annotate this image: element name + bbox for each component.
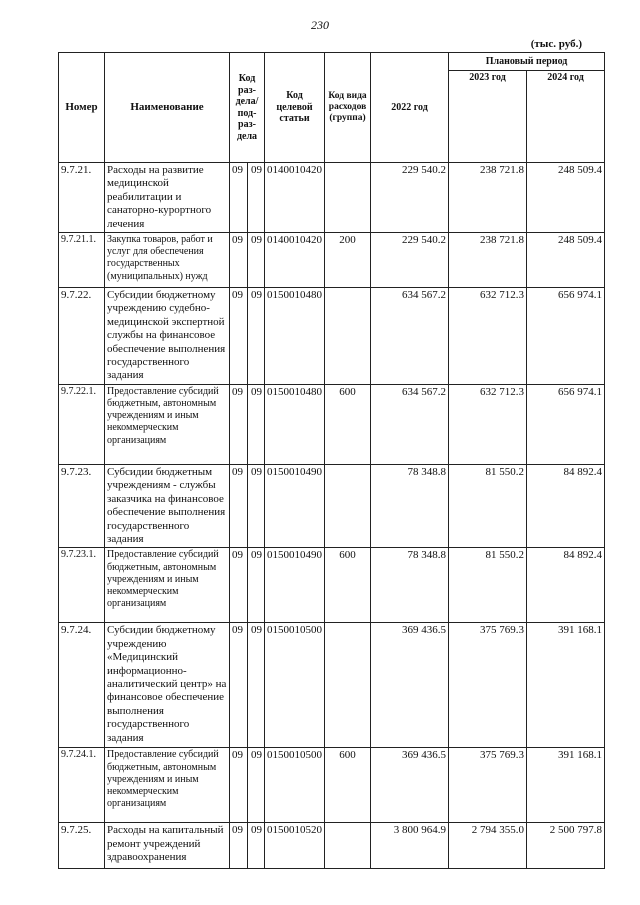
row-code: 9.7.24. [59, 623, 105, 748]
row-amount-2024: 656 974.1 [527, 288, 605, 385]
row-name: Предоставление субсидий бюджетным, автономным учреждениям и иным некоммерческим организациям [105, 748, 230, 823]
row-target-code: 0150010500 [265, 748, 325, 823]
row-amount-2024: 391 168.1 [527, 623, 605, 748]
table-row [59, 233, 605, 288]
row-amount-2023: 238 721.8 [449, 233, 527, 288]
header-planned-period: Плановый период [449, 53, 605, 71]
row-subsection: 09 [248, 464, 265, 547]
table-row [59, 384, 605, 464]
row-amount-2023: 375 769.3 [449, 748, 527, 823]
row-code: 9.7.22. [59, 288, 105, 385]
row-section: 09 [230, 823, 248, 869]
row-subsection: 09 [248, 623, 265, 748]
row-amount-2023: 632 712.3 [449, 288, 527, 385]
row-amount-2022: 634 567.2 [371, 384, 449, 464]
row-section: 09 [230, 163, 248, 233]
row-amount-2022: 634 567.2 [371, 288, 449, 385]
header-year-2022: 2022 год [371, 53, 449, 163]
row-subsection: 09 [248, 233, 265, 288]
row-amount-2022: 229 540.2 [371, 233, 449, 288]
row-expense-type: 200 [325, 233, 371, 288]
row-section: 09 [230, 288, 248, 385]
row-section: 09 [230, 464, 248, 547]
header-year-2023: 2023 год [449, 71, 527, 163]
row-section: 09 [230, 623, 248, 748]
row-amount-2024: 84 892.4 [527, 464, 605, 547]
row-amount-2022: 229 540.2 [371, 163, 449, 233]
row-expense-type: 600 [325, 384, 371, 464]
row-amount-2022: 369 436.5 [371, 623, 449, 748]
row-expense-type [325, 288, 371, 385]
row-amount-2024: 656 974.1 [527, 384, 605, 464]
table-row [59, 623, 605, 748]
table-row [59, 823, 605, 869]
row-name: Предоставление субсидий бюджетным, автономным учреждениям и иным некоммерческим организациям [105, 548, 230, 623]
row-name: Закупка товаров, работ и услуг для обеспечения государственных (муниципальных) нужд [105, 233, 230, 288]
row-name: Субсидии бюджетным учреждениям - службы заказчика на финансовое обеспечение выполнения государственного задания [105, 464, 230, 547]
row-name: Расходы на развитие медицинской реабилитации и санаторно-курортного лечения [105, 163, 230, 233]
header-target-code: Код целевой статьи [265, 53, 325, 163]
row-amount-2023: 2 794 355.0 [449, 823, 527, 869]
page-number: 230 [311, 18, 329, 32]
row-name: Предоставление субсидий бюджетным, автономным учреждениям и иным некоммерческим организациям [105, 384, 230, 464]
row-target-code: 0140010420 [265, 163, 325, 233]
row-expense-type: 600 [325, 548, 371, 623]
budget-table [58, 52, 605, 869]
row-subsection: 09 [248, 748, 265, 823]
row-amount-2023: 238 721.8 [449, 163, 527, 233]
row-amount-2022: 78 348.8 [371, 464, 449, 547]
row-target-code: 0150010480 [265, 288, 325, 385]
row-section: 09 [230, 748, 248, 823]
row-target-code: 0150010500 [265, 623, 325, 748]
row-subsection: 09 [248, 384, 265, 464]
row-amount-2024: 84 892.4 [527, 548, 605, 623]
row-expense-type [325, 823, 371, 869]
row-code: 9.7.23. [59, 464, 105, 547]
row-target-code: 0150010520 [265, 823, 325, 869]
unit-label: (тыс. руб.) [530, 38, 582, 50]
row-subsection: 09 [248, 163, 265, 233]
row-subsection: 09 [248, 548, 265, 623]
row-target-code: 0150010480 [265, 384, 325, 464]
row-amount-2023: 81 550.2 [449, 464, 527, 547]
row-code: 9.7.22.1. [59, 384, 105, 464]
row-amount-2023: 632 712.3 [449, 384, 527, 464]
row-code: 9.7.21.1. [59, 233, 105, 288]
table-row [59, 548, 605, 623]
row-code: 9.7.23.1. [59, 548, 105, 623]
table-row [59, 464, 605, 547]
row-code: 9.7.25. [59, 823, 105, 869]
row-section: 09 [230, 384, 248, 464]
row-amount-2024: 248 509.4 [527, 233, 605, 288]
table-row [59, 288, 605, 385]
row-amount-2023: 375 769.3 [449, 623, 527, 748]
row-section: 09 [230, 233, 248, 288]
row-subsection: 09 [248, 288, 265, 385]
header-expense-type-code: Код вида расходов (группа) [325, 53, 371, 163]
row-target-code: 0140010420 [265, 233, 325, 288]
row-amount-2024: 248 509.4 [527, 163, 605, 233]
row-name: Расходы на капитальный ремонт учреждений здравоохранения [105, 823, 230, 869]
row-amount-2022: 78 348.8 [371, 548, 449, 623]
row-target-code: 0150010490 [265, 464, 325, 547]
row-code: 9.7.21. [59, 163, 105, 233]
row-expense-type [325, 464, 371, 547]
row-amount-2024: 391 168.1 [527, 748, 605, 823]
row-expense-type: 600 [325, 748, 371, 823]
row-section: 09 [230, 548, 248, 623]
row-amount-2022: 369 436.5 [371, 748, 449, 823]
header-name: Наименование [105, 53, 230, 163]
row-name: Субсидии бюджетному учреждению «Медицинский информационно-аналитический центр» на финансовое обеспечение выполнения государственного задания [105, 623, 230, 748]
row-target-code: 0150010490 [265, 548, 325, 623]
row-amount-2024: 2 500 797.8 [527, 823, 605, 869]
row-expense-type [325, 163, 371, 233]
header-year-2024: 2024 год [527, 71, 605, 163]
header-section-code: Код раз-дела/ под-раз-дела [230, 53, 265, 163]
table-row [59, 163, 605, 233]
row-name: Субсидии бюджетному учреждению судебно-медицинской экспертной службы на финансовое обеспечение выполнения государственного задания [105, 288, 230, 385]
table-row [59, 748, 605, 823]
row-amount-2023: 81 550.2 [449, 548, 527, 623]
row-expense-type [325, 623, 371, 748]
row-amount-2022: 3 800 964.9 [371, 823, 449, 869]
header-number: Номер [59, 53, 105, 163]
row-subsection: 09 [248, 823, 265, 869]
row-code: 9.7.24.1. [59, 748, 105, 823]
